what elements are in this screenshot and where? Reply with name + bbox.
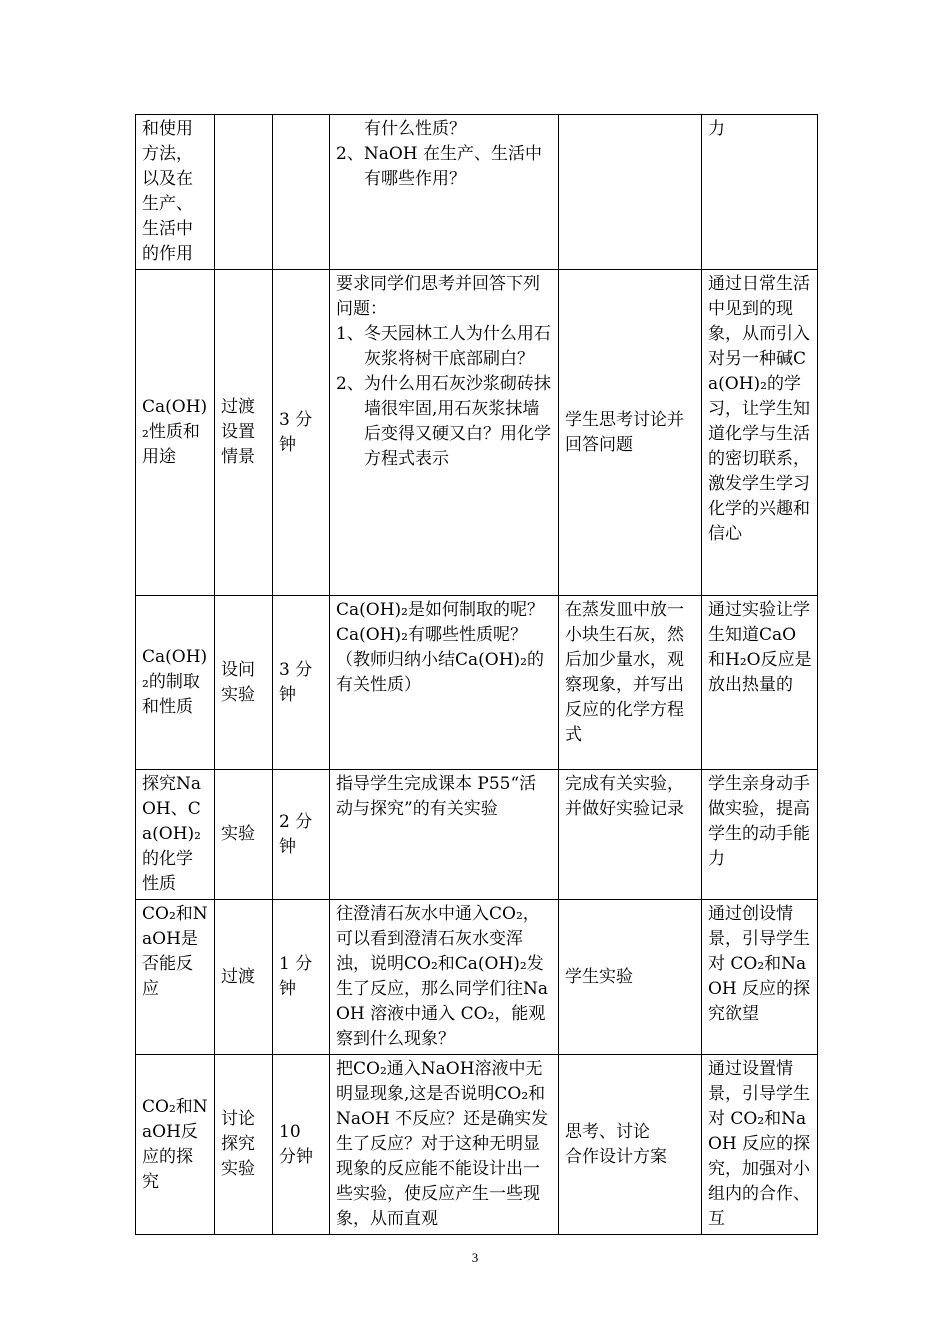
stage-cell: 过渡 [215,900,273,1055]
teacher-activity-line: 把CO₂通入NaOH溶液中无明显现象,这是否说明CO₂和 NaOH 不反应？还是确实发生了反应？对于这种无明显现象的反应能不能设计出一些实验，使反应产生一些现象，从而直观 [336,1059,549,1229]
stage-cell: 实验 [215,770,273,900]
stage-cell [215,115,273,270]
time-cell [273,115,330,270]
design-intent-cell: 通过创设情景，引导学生对 CO₂和NaOH 反应的探究欲望 [702,900,818,1055]
teacher-activity-line: 2、为什么用石灰沙浆砌砖抹墙很牢固,用石灰浆抹墙后变得又硬又白？用化学方程式表示 [336,374,551,469]
page-number: 3 [471,1250,479,1265]
teacher-activity-line: 1、冬天园林工人为什么用石灰浆将树干底部刷白？ [336,324,551,369]
student-activity-cell: 在蒸发皿中放一小块生石灰，然后加少量水，观察现象，并写出反应的化学方程式 [559,596,702,770]
topic-cell: 探究NaOH、Ca(OH)₂的化学性质 [136,770,215,900]
teacher-activity-cell [330,270,559,596]
teacher-activity-line: 有什么性质？ [364,119,466,139]
time-cell: 3 分钟 [273,270,330,596]
topic-cell: CO₂和NaOH是否能反应 [136,900,215,1055]
table-row [136,1055,818,1235]
stage-cell: 过渡 设置情景 [215,270,273,596]
time-cell: 10 分钟 [273,1055,330,1235]
table-row [136,770,818,900]
table-row [136,270,818,596]
student-activity-cell: 学生思考讨论并回答问题 [559,270,702,596]
teacher-activity-cell [330,900,559,1055]
teacher-activity-cell [330,115,559,270]
design-intent-cell: 力 [702,115,818,270]
student-activity-cell [559,115,702,270]
design-intent-cell: 通过日常生活中见到的现象，从而引入对另一种碱Ca(OH)₂的学习，让学生知道化学与生活的密切联系，激发学生学习化学的兴趣和信心 [702,270,818,596]
teacher-activity-cell [330,596,559,770]
design-intent-cell: 学生亲身动手做实验，提高学生的动手能力 [702,770,818,900]
teacher-activity-line: 往澄清石灰水中通入CO₂，可以看到澄清石灰水变浑浊，说明CO₂和Ca(OH)₂发生了反应，那么同学们往NaOH 溶液中通入 CO₂，能观察到什么现象？ [336,904,549,1049]
stage-cell: 设问 实验 [215,596,273,770]
student-activity-cell: 思考、讨论 合作设计方案 [559,1055,702,1235]
table-row [136,900,818,1055]
design-intent-cell: 通过设置情景，引导学生对 CO₂和NaOH 反应的探究，加强对小组内的合作、互 [702,1055,818,1235]
teacher-activity-line: 2、NaOH 在生产、生活中有哪些作用？ [336,144,542,189]
lesson-plan-table [135,114,818,1235]
time-cell: 1 分钟 [273,900,330,1055]
stage-cell: 讨论 探究 实验 [215,1055,273,1235]
topic-cell: Ca(OH)₂的制取和性质 [136,596,215,770]
student-activity-cell: 学生实验 [559,900,702,1055]
teacher-activity-line: Ca(OH)₂是如何制取的呢？Ca(OH)₂有哪些性质呢？（教师归纳小结Ca(OH)₂的有关性质） [336,600,544,695]
teacher-activity-cell [330,770,559,900]
topic-cell: 和使用方法，以及在生产、生活中的作用 [136,115,215,270]
teacher-activity-line: 要求同学们思考并回答下列问题： [336,274,540,319]
time-cell: 2 分钟 [273,770,330,900]
design-intent-cell: 通过实验让学生知道CaO和H₂O反应是放出热量的 [702,596,818,770]
table-row [136,596,818,770]
student-activity-cell: 完成有关实验，并做好实验记录 [559,770,702,900]
teacher-activity-line: 指导学生完成课本 P55“活动与探究”的有关实验 [336,774,537,819]
teacher-activity-cell [330,1055,559,1235]
time-cell: 3 分钟 [273,596,330,770]
topic-cell: Ca(OH)₂性质和用途 [136,270,215,596]
table-row [136,115,818,270]
topic-cell: CO₂和NaOH反应的探究 [136,1055,215,1235]
